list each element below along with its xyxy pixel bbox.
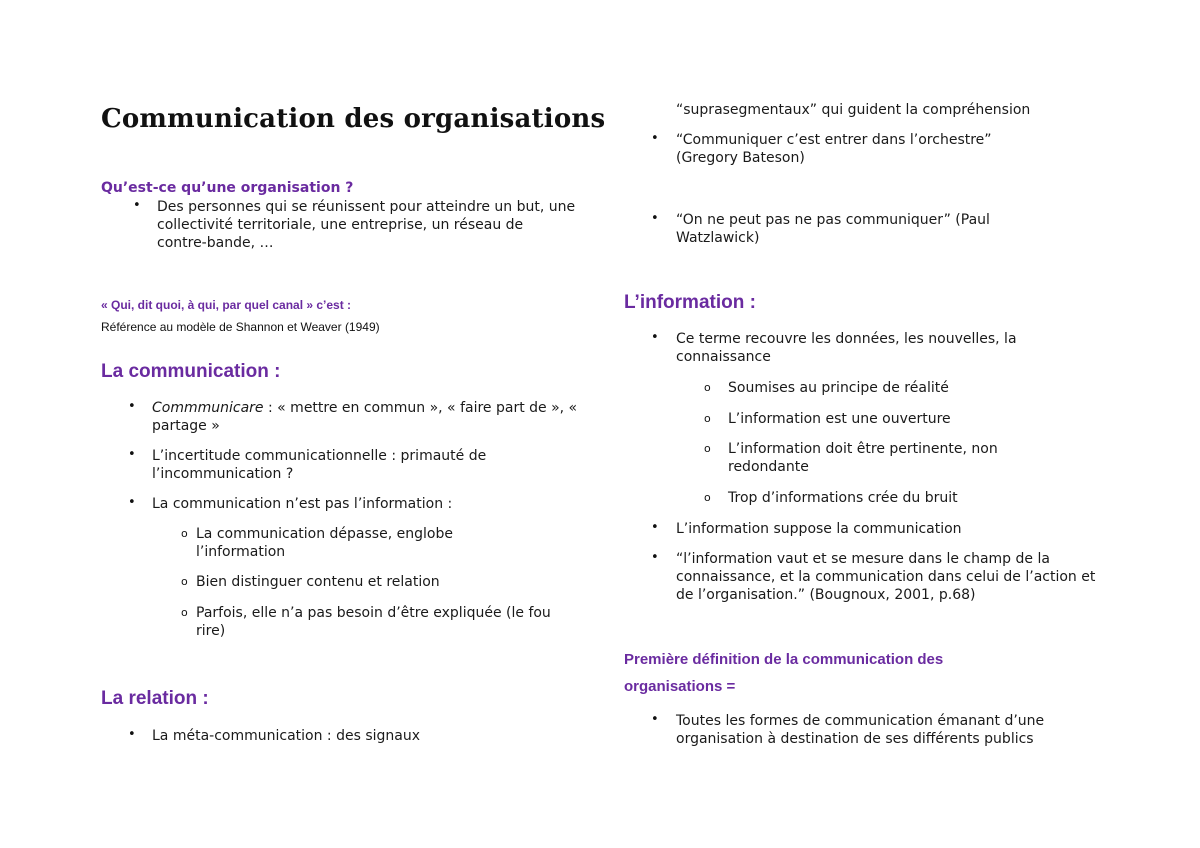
info-sub-4: Trop d’informations crée du bruit bbox=[728, 490, 958, 506]
bullet: • bbox=[128, 447, 136, 462]
bullet: • bbox=[651, 330, 659, 345]
comm-item-2: L’incertitude communicationnelle : primauté de l’incommunication ? bbox=[152, 448, 487, 482]
org-definition: Des personnes qui se réunissent pour atteindre un but, une collectivité territoriale, une entreprise, un réseau de contre-bande, … bbox=[157, 199, 576, 251]
definition-item: Toutes les formes de communication émanant d’une organisation à destination de ses différents publics bbox=[676, 713, 1045, 747]
comm-item-3: La communication n’est pas l’information : bbox=[152, 496, 453, 512]
info-item-2: L’information suppose la communication bbox=[676, 521, 962, 537]
bullet: • bbox=[128, 727, 136, 742]
sub-bullet: o bbox=[704, 442, 711, 455]
sub-bullet: o bbox=[181, 575, 188, 588]
bullet: • bbox=[651, 131, 659, 146]
sub-bullet: o bbox=[181, 606, 188, 619]
info-item: Ce terme recouvre les données, les nouvelles, la connaissance bbox=[676, 331, 1017, 365]
info-sub-3: L’information doit être pertinente, non redondante bbox=[728, 441, 998, 475]
bullet: • bbox=[651, 520, 659, 535]
bullet: • bbox=[651, 550, 659, 565]
quote-watzlawick: “On ne peut pas ne pas communiquer” (Paul Watzlawick) bbox=[676, 212, 990, 246]
org-question: Qu’est-ce qu’une organisation ? bbox=[101, 180, 354, 196]
info-sub-1: Soumises au principe de réalité bbox=[728, 380, 949, 396]
info-item-3: “l’information vaut et se mesure dans le champ de la connaissance, et la communication dans celui de l’action et de l’organisation.” (Bougnoux, 2001, p.68) bbox=[676, 551, 1096, 603]
relation-item: La méta-communication : des signaux bbox=[152, 728, 421, 744]
page-title: Communication des organisations bbox=[101, 104, 606, 134]
bullet: • bbox=[128, 399, 136, 414]
sub-bullet: o bbox=[704, 412, 711, 425]
quote-bateson: “Communiquer c’est entrer dans l’orchestre” (Gregory Bateson) bbox=[676, 132, 992, 166]
communication-heading: La communication : bbox=[101, 361, 281, 382]
relation-heading: La relation : bbox=[101, 688, 209, 709]
bullet: • bbox=[651, 712, 659, 727]
information-heading: L’information : bbox=[624, 292, 756, 313]
info-sub-2: L’information est une ouverture bbox=[728, 411, 951, 427]
continued-text: “suprasegmentaux” qui guident la compréhension bbox=[676, 102, 1031, 118]
sub-bullet: o bbox=[704, 491, 711, 504]
bullet: • bbox=[128, 495, 136, 510]
sub-bullet: o bbox=[704, 381, 711, 394]
comm-item-1: Commmunicare : « mettre en commun », « faire part de », « partage » bbox=[152, 400, 578, 434]
comm-sub-3: Parfois, elle n’a pas besoin d’être expliquée (le fou rire) bbox=[196, 605, 551, 639]
shannon-reference: Référence au modèle de Shannon et Weaver (1949) bbox=[101, 320, 380, 334]
bullet: • bbox=[651, 211, 659, 226]
definition-heading-line-2: organisations = bbox=[624, 678, 736, 695]
bullet: • bbox=[133, 198, 141, 213]
definition-heading-line-1: Première définition de la communication des bbox=[624, 651, 944, 668]
sub-bullet: o bbox=[181, 527, 188, 540]
shannon-question: « Qui, dit quoi, à qui, par quel canal » c’est : bbox=[101, 298, 352, 312]
comm-sub-1: La communication dépasse, englobe l’information bbox=[196, 526, 453, 560]
comm-sub-2: Bien distinguer contenu et relation bbox=[196, 574, 440, 590]
